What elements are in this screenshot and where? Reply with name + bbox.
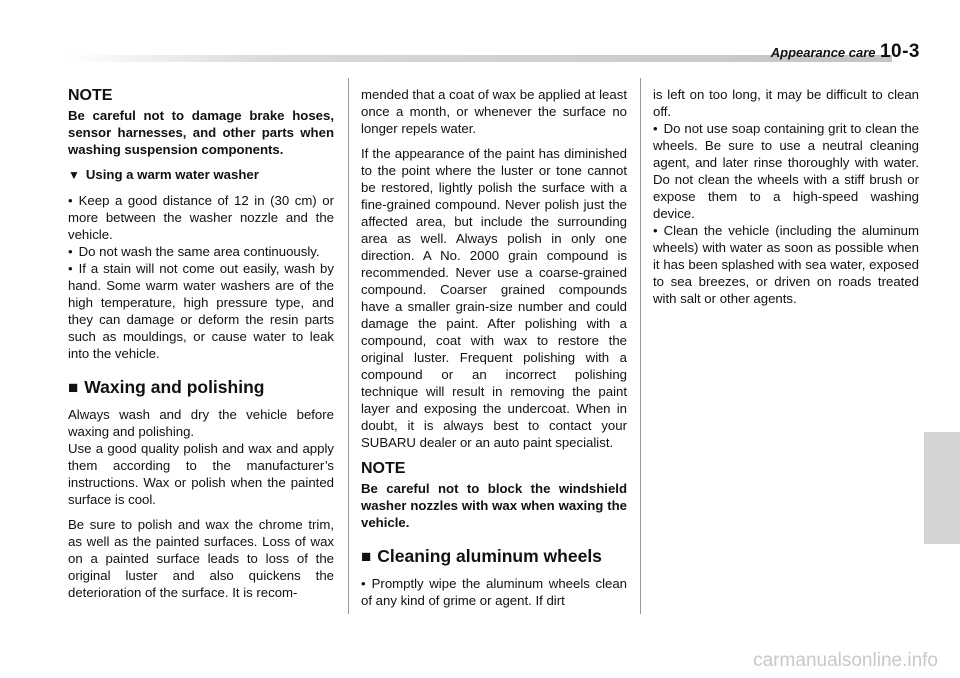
bullet-icon: • xyxy=(653,121,658,136)
bullet-icon: • xyxy=(653,223,658,238)
paragraph: is left on too long, it may be difficult to clean off. xyxy=(653,87,919,119)
section-heading-text: Waxing and polishing xyxy=(84,377,265,397)
paragraph: If the appearance of the paint has diminished to the point where the luster or tone cannot be restored, lightly polish the surface with a fine-grained compound. Never polish just the affected area, but include the surrounding area as well. Always polish in only one direction. A No. 2000 grain compound is recommended. Never use a coarse-grained compound. Coarser grained compounds have a smaller grain-size number and could damage the paint. After polishing with a compound, coat with wax to restore the original luster. Frequent polishing with a compound or an incorrect polishing technique will result in removing the paint layer and exposing the undercoat. When in doubt, it is always best to contact your SUBARU dealer or an auto paint specialist. xyxy=(361,146,627,450)
column-1 xyxy=(68,86,334,609)
square-icon: ■ xyxy=(68,378,79,397)
paragraph: Use a good quality polish and wax and apply them according to the manufacturer’s instructions. Wax or polish when the painted surface is cool. xyxy=(68,441,334,507)
list-item: • Promptly wipe the aluminum wheels clean of any kind of grime or agent. If dirt xyxy=(361,576,627,608)
paragraph: Be sure to polish and wax the chrome trim, as well as the painted surfaces. Loss of wax on a painted surface leads to loss of the original luster and also quickens the deterioration of the surface. It is recom- xyxy=(68,517,334,600)
list-item: • Do not use soap containing grit to clean the wheels. Be sure to use a neutral cleaning agent, and later rinse thoroughly with water. Do not clean the wheels with a stiff brush or expose them to a high-speed washing device. xyxy=(653,121,919,221)
column-2 xyxy=(361,86,627,617)
square-icon: ■ xyxy=(361,547,372,566)
list-item: • If a stain will not come out easily, wash by hand. Some warm water washers are of the high temperature, high pressure type, and they can damage or deform the resin parts such as mouldings, or cause water to leak into the vehicle. xyxy=(68,261,334,361)
note-body: Be careful not to block the windshield washer nozzles with wax when waxing the vehicle. xyxy=(361,481,627,530)
list-item: • Do not wash the same area continuously. xyxy=(68,244,320,259)
note-body: Be careful not to damage brake hoses, sensor harnesses, and other parts when washing suspension components. xyxy=(68,108,334,157)
column-divider-1 xyxy=(348,78,349,614)
note-title: NOTE xyxy=(68,87,113,104)
paragraph: mended that a coat of wax be applied at least once a month, or whenever the surface no longer repels water. xyxy=(361,87,627,136)
list-item: • Clean the vehicle (including the aluminum wheels) with water as soon as possible when it has been splashed with sea water, exposed to sea breezes, or driven on roads treated with salt or other agents. xyxy=(653,223,919,306)
subsection-title: Using a warm water washer xyxy=(85,167,259,182)
section-heading xyxy=(361,545,627,568)
section-heading xyxy=(68,376,334,399)
section-heading-text: Cleaning aluminum wheels xyxy=(377,546,602,566)
bullet-icon: • xyxy=(68,261,73,276)
note-title: NOTE xyxy=(361,460,406,477)
list-item: • Keep a good distance of 12 in (30 cm) or more between the washer nozzle and the vehicle. xyxy=(68,193,334,242)
page-header xyxy=(771,41,920,63)
header-rule xyxy=(66,55,892,62)
column-divider-2 xyxy=(640,78,641,614)
column-3 xyxy=(653,86,919,307)
bullet-icon: • xyxy=(68,193,73,208)
subsection-heading xyxy=(68,166,334,184)
page-number: 10-3 xyxy=(879,41,920,62)
bullet-icon: • xyxy=(361,576,366,591)
paragraph: Always wash and dry the vehicle before waxing and polishing. xyxy=(68,407,334,439)
bullet-icon: • xyxy=(68,244,73,259)
watermark: carmanualsonline.info xyxy=(753,650,938,671)
triangle-icon: ▼ xyxy=(68,168,80,182)
section-title: Appearance care xyxy=(770,45,876,60)
chapter-thumb-tab xyxy=(924,432,960,544)
